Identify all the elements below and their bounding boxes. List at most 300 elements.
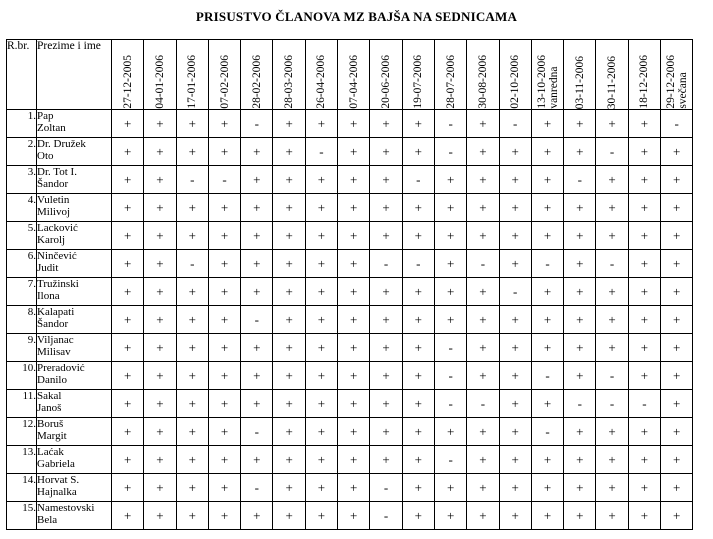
attendance-mark: +: [273, 138, 305, 166]
attendance-mark: +: [273, 362, 305, 390]
attendance-mark: +: [402, 306, 434, 334]
attendance-mark: +: [241, 138, 273, 166]
row-number: 10.: [7, 362, 37, 390]
header-date-note: svečana: [676, 72, 689, 109]
member-surname: Vuletin: [37, 194, 70, 206]
attendance-mark: +: [402, 222, 434, 250]
attendance-mark: +: [564, 362, 596, 390]
attendance-mark: +: [596, 194, 628, 222]
member-firstname: Gabriela: [37, 458, 75, 470]
attendance-mark: +: [112, 362, 144, 390]
attendance-mark: -: [531, 362, 563, 390]
attendance-mark: +: [241, 166, 273, 194]
member-surname: Sakal: [37, 390, 62, 402]
attendance-mark: +: [661, 278, 693, 306]
attendance-mark: +: [661, 474, 693, 502]
attendance-mark: +: [434, 222, 466, 250]
attendance-mark: +: [499, 138, 531, 166]
attendance-mark: +: [144, 194, 176, 222]
attendance-mark: -: [402, 166, 434, 194]
header-date-label: 28-02-2006: [250, 55, 263, 109]
attendance-mark: +: [305, 166, 337, 194]
attendance-mark: +: [370, 278, 402, 306]
header-date-text: [186, 54, 198, 109]
attendance-mark: +: [305, 362, 337, 390]
attendance-mark: +: [241, 362, 273, 390]
attendance-mark: +: [144, 166, 176, 194]
member-name: [37, 306, 112, 334]
row-number: 15.: [7, 502, 37, 530]
header-date-label: 07-02-2006: [218, 55, 231, 109]
attendance-mark: +: [628, 250, 660, 278]
attendance-mark: +: [176, 334, 208, 362]
header-date-label: 02-10-2006: [509, 55, 522, 109]
attendance-mark: -: [176, 166, 208, 194]
member-firstname: Milisav: [37, 346, 71, 358]
attendance-mark: +: [531, 446, 563, 474]
attendance-mark: +: [499, 390, 531, 418]
attendance-mark: +: [531, 334, 563, 362]
attendance-mark: +: [176, 222, 208, 250]
attendance-mark: -: [596, 390, 628, 418]
header-date-text: [219, 54, 231, 109]
attendance-mark: -: [531, 418, 563, 446]
attendance-mark: +: [273, 194, 305, 222]
attendance-mark: +: [531, 306, 563, 334]
attendance-mark: +: [467, 334, 499, 362]
attendance-mark: +: [338, 110, 370, 138]
attendance-mark: +: [338, 446, 370, 474]
attendance-mark: +: [628, 194, 660, 222]
row-number: 1.: [7, 110, 37, 138]
attendance-mark: +: [273, 222, 305, 250]
attendance-mark: +: [434, 418, 466, 446]
member-name: [37, 110, 112, 138]
attendance-mark: +: [305, 502, 337, 530]
attendance-mark: -: [402, 250, 434, 278]
header-date: [402, 40, 434, 110]
attendance-mark: +: [208, 502, 240, 530]
attendance-mark: +: [241, 446, 273, 474]
attendance-mark: +: [144, 418, 176, 446]
attendance-mark: +: [208, 474, 240, 502]
header-date-label: 30-08-2006: [476, 55, 489, 109]
attendance-mark: -: [434, 334, 466, 362]
header-row: [7, 40, 693, 110]
table-row: [7, 362, 693, 390]
header-date-text: [315, 54, 327, 109]
attendance-mark: +: [434, 502, 466, 530]
attendance-mark: +: [338, 138, 370, 166]
table-row: [7, 166, 693, 194]
attendance-mark: +: [499, 250, 531, 278]
attendance-mark: +: [661, 306, 693, 334]
header-date: [208, 40, 240, 110]
attendance-mark: +: [596, 446, 628, 474]
attendance-mark: +: [338, 222, 370, 250]
attendance-mark: +: [144, 502, 176, 530]
attendance-mark: +: [596, 334, 628, 362]
header-date-label: 03-11-2006: [573, 55, 586, 109]
attendance-mark: +: [596, 502, 628, 530]
attendance-mark: +: [370, 138, 402, 166]
attendance-mark: +: [434, 278, 466, 306]
table-row: [7, 418, 693, 446]
attendance-mark: +: [273, 334, 305, 362]
member-surname: Lacković: [37, 222, 78, 234]
attendance-mark: +: [564, 110, 596, 138]
attendance-mark: +: [531, 390, 563, 418]
header-rbr: R.br.: [7, 40, 37, 110]
attendance-mark: +: [112, 166, 144, 194]
attendance-mark: +: [112, 390, 144, 418]
attendance-mark: +: [305, 334, 337, 362]
header-date-label: 29-12-2006: [664, 55, 677, 109]
header-date-text: [122, 54, 134, 109]
attendance-mark: +: [273, 250, 305, 278]
attendance-mark: +: [176, 110, 208, 138]
attendance-mark: -: [499, 278, 531, 306]
attendance-mark: +: [176, 194, 208, 222]
row-number: 12.: [7, 418, 37, 446]
attendance-mark: +: [370, 194, 402, 222]
header-date: [467, 40, 499, 110]
attendance-mark: +: [402, 390, 434, 418]
attendance-mark: +: [305, 222, 337, 250]
attendance-mark: +: [176, 362, 208, 390]
attendance-mark: +: [338, 334, 370, 362]
attendance-mark: +: [144, 362, 176, 390]
attendance-mark: +: [661, 194, 693, 222]
header-date-label: 13-10-2006: [535, 55, 548, 109]
member-name: [37, 502, 112, 530]
table-row: [7, 278, 693, 306]
header-date-label: 07-04-2006: [347, 55, 360, 109]
member-surname: Pap: [37, 110, 54, 122]
attendance-mark: +: [176, 418, 208, 446]
header-date: [176, 40, 208, 110]
attendance-mark: +: [273, 166, 305, 194]
attendance-mark: +: [628, 166, 660, 194]
attendance-mark: +: [499, 194, 531, 222]
attendance-mark: +: [596, 306, 628, 334]
attendance-mark: +: [661, 390, 693, 418]
attendance-mark: +: [628, 138, 660, 166]
attendance-mark: +: [564, 194, 596, 222]
header-date: [273, 40, 305, 110]
attendance-mark: +: [596, 110, 628, 138]
header-date-label: 19-07-2006: [412, 55, 425, 109]
member-name: [37, 194, 112, 222]
member-name: [37, 278, 112, 306]
attendance-mark: -: [661, 110, 693, 138]
header-date: [499, 40, 531, 110]
table-row: [7, 306, 693, 334]
attendance-mark: -: [241, 474, 273, 502]
member-firstname: Judit: [37, 262, 59, 274]
attendance-mark: +: [499, 418, 531, 446]
attendance-mark: +: [144, 222, 176, 250]
attendance-mark: +: [305, 278, 337, 306]
attendance-mark: +: [305, 250, 337, 278]
attendance-mark: +: [531, 138, 563, 166]
attendance-mark: +: [144, 334, 176, 362]
attendance-mark: +: [370, 390, 402, 418]
attendance-mark: -: [434, 138, 466, 166]
header-date-text: [445, 54, 457, 109]
header-date-label: 28-07-2006: [444, 55, 457, 109]
attendance-mark: +: [176, 446, 208, 474]
attendance-mark: +: [499, 502, 531, 530]
attendance-mark: +: [531, 222, 563, 250]
attendance-mark: -: [370, 502, 402, 530]
member-name: [37, 362, 112, 390]
attendance-mark: +: [661, 222, 693, 250]
attendance-mark: +: [144, 306, 176, 334]
attendance-mark: +: [499, 222, 531, 250]
header-date: [338, 40, 370, 110]
attendance-mark: +: [531, 110, 563, 138]
attendance-mark: +: [112, 446, 144, 474]
row-number: 8.: [7, 306, 37, 334]
member-firstname: Zoltan: [37, 122, 66, 134]
attendance-mark: +: [208, 390, 240, 418]
attendance-mark: +: [564, 306, 596, 334]
member-firstname: Bela: [37, 514, 58, 526]
row-number: 7.: [7, 278, 37, 306]
header-date: [241, 40, 273, 110]
attendance-mark: +: [144, 390, 176, 418]
attendance-mark: +: [208, 222, 240, 250]
attendance-mark: +: [338, 250, 370, 278]
attendance-mark: +: [208, 334, 240, 362]
attendance-mark: +: [370, 306, 402, 334]
attendance-mark: +: [305, 194, 337, 222]
attendance-mark: +: [176, 502, 208, 530]
member-firstname: Milivoj: [37, 206, 71, 218]
row-number: 9.: [7, 334, 37, 362]
attendance-mark: +: [467, 446, 499, 474]
attendance-table: [6, 39, 693, 530]
attendance-mark: +: [370, 110, 402, 138]
member-firstname: Karolj: [37, 234, 66, 246]
attendance-mark: -: [241, 110, 273, 138]
attendance-mark: +: [499, 362, 531, 390]
attendance-mark: +: [112, 138, 144, 166]
attendance-mark: -: [370, 250, 402, 278]
header-date-label: 04-01-2006: [153, 55, 166, 109]
member-surname: Preradović: [37, 362, 85, 374]
member-surname: Laćak: [37, 446, 64, 458]
attendance-mark: +: [112, 278, 144, 306]
attendance-mark: +: [241, 334, 273, 362]
attendance-mark: +: [564, 418, 596, 446]
attendance-mark: +: [176, 138, 208, 166]
row-number: 14.: [7, 474, 37, 502]
member-name: [37, 418, 112, 446]
attendance-mark: +: [208, 250, 240, 278]
attendance-mark: +: [596, 418, 628, 446]
page-title: PRISUSTVO ČLANOVA MZ BAJŠA NA SEDNICAMA: [195, 9, 518, 24]
attendance-mark: +: [564, 446, 596, 474]
attendance-mark: +: [531, 502, 563, 530]
attendance-mark: +: [467, 502, 499, 530]
attendance-mark: -: [596, 138, 628, 166]
attendance-mark: +: [370, 362, 402, 390]
member-surname: Tružinski: [37, 278, 79, 290]
attendance-mark: +: [434, 250, 466, 278]
attendance-mark: -: [241, 418, 273, 446]
member-surname: Ninčević: [37, 250, 77, 262]
header-date-text: [606, 55, 618, 109]
header-date: [370, 40, 402, 110]
header-date: [305, 40, 337, 110]
attendance-mark: +: [628, 306, 660, 334]
header-date: [628, 40, 660, 110]
attendance-mark: +: [338, 474, 370, 502]
member-name: [37, 138, 112, 166]
attendance-mark: +: [208, 110, 240, 138]
attendance-mark: +: [434, 194, 466, 222]
row-number: 2.: [7, 138, 37, 166]
attendance-mark: -: [467, 250, 499, 278]
attendance-mark: +: [467, 222, 499, 250]
header-date: [596, 40, 628, 110]
member-surname: Viljanac: [37, 334, 74, 346]
attendance-mark: +: [208, 194, 240, 222]
attendance-mark: +: [338, 194, 370, 222]
member-name: [37, 390, 112, 418]
member-firstname: Šandor: [37, 178, 69, 190]
attendance-mark: -: [370, 474, 402, 502]
member-firstname: Šandor: [37, 318, 69, 330]
attendance-mark: +: [402, 362, 434, 390]
attendance-mark: +: [564, 138, 596, 166]
attendance-mark: +: [499, 446, 531, 474]
attendance-mark: +: [402, 138, 434, 166]
row-number: 5.: [7, 222, 37, 250]
attendance-mark: +: [531, 194, 563, 222]
attendance-mark: +: [370, 166, 402, 194]
attendance-mark: +: [112, 334, 144, 362]
header-date-label: 18-12-2006: [638, 55, 651, 109]
attendance-mark: +: [241, 390, 273, 418]
attendance-mark: +: [370, 334, 402, 362]
member-firstname: Hajnalka: [37, 486, 77, 498]
attendance-mark: +: [467, 110, 499, 138]
attendance-mark: +: [112, 110, 144, 138]
attendance-mark: +: [241, 194, 273, 222]
attendance-mark: +: [628, 474, 660, 502]
attendance-mark: +: [564, 278, 596, 306]
attendance-mark: +: [144, 110, 176, 138]
attendance-mark: +: [370, 418, 402, 446]
attendance-mark: +: [241, 502, 273, 530]
member-surname: Boruš: [37, 418, 64, 430]
member-firstname: Margit: [37, 430, 67, 442]
attendance-mark: -: [434, 110, 466, 138]
header-date: [531, 40, 563, 110]
attendance-mark: +: [176, 390, 208, 418]
table-row: [7, 250, 693, 278]
attendance-mark: +: [273, 502, 305, 530]
header-date-label: 26-04-2006: [315, 55, 328, 109]
member-name: [37, 446, 112, 474]
attendance-mark: +: [628, 278, 660, 306]
attendance-mark: +: [144, 250, 176, 278]
row-number: 13.: [7, 446, 37, 474]
attendance-mark: -: [434, 446, 466, 474]
attendance-mark: +: [402, 194, 434, 222]
attendance-mark: +: [273, 390, 305, 418]
attendance-mark: -: [564, 390, 596, 418]
table-row: [7, 390, 693, 418]
attendance-mark: +: [467, 138, 499, 166]
attendance-mark: -: [499, 110, 531, 138]
attendance-mark: +: [305, 390, 337, 418]
attendance-mark: -: [434, 362, 466, 390]
header-date-label: 28-03-2006: [283, 55, 296, 109]
attendance-mark: +: [208, 278, 240, 306]
attendance-mark: +: [176, 278, 208, 306]
attendance-mark: +: [467, 418, 499, 446]
attendance-mark: +: [628, 418, 660, 446]
attendance-mark: +: [628, 446, 660, 474]
header-date-text: [412, 54, 424, 109]
attendance-mark: +: [241, 250, 273, 278]
header-date: [564, 40, 596, 110]
attendance-mark: -: [531, 250, 563, 278]
attendance-mark: +: [112, 250, 144, 278]
attendance-mark: +: [402, 278, 434, 306]
attendance-mark: +: [499, 334, 531, 362]
attendance-mark: -: [434, 390, 466, 418]
header-date-text: [348, 54, 360, 109]
attendance-mark: +: [144, 446, 176, 474]
attendance-mark: +: [241, 222, 273, 250]
attendance-mark: +: [596, 474, 628, 502]
attendance-mark: +: [338, 306, 370, 334]
member-firstname: Janoš: [37, 402, 62, 414]
attendance-mark: +: [661, 166, 693, 194]
attendance-mark: +: [176, 474, 208, 502]
attendance-mark: +: [273, 278, 305, 306]
header-date-text: [638, 54, 650, 109]
member-surname: Dr. Tot I.: [37, 166, 77, 178]
attendance-mark: +: [370, 446, 402, 474]
attendance-mark: +: [596, 166, 628, 194]
member-surname: Kalapati: [37, 306, 75, 318]
header-date: [144, 40, 176, 110]
header-date-text: [665, 54, 689, 109]
attendance-mark: +: [499, 474, 531, 502]
attendance-mark: +: [273, 110, 305, 138]
attendance-mark: +: [661, 362, 693, 390]
attendance-mark: +: [564, 334, 596, 362]
attendance-mark: +: [144, 278, 176, 306]
attendance-mark: +: [208, 446, 240, 474]
attendance-mark: +: [305, 418, 337, 446]
header-date-text: [536, 54, 560, 109]
header-date-text: [283, 54, 295, 109]
attendance-mark: +: [241, 278, 273, 306]
attendance-mark: +: [467, 194, 499, 222]
row-number: 4.: [7, 194, 37, 222]
header-date-text: [380, 54, 392, 109]
attendance-mark: +: [144, 138, 176, 166]
header-date-text: [509, 54, 521, 109]
attendance-mark: +: [564, 474, 596, 502]
